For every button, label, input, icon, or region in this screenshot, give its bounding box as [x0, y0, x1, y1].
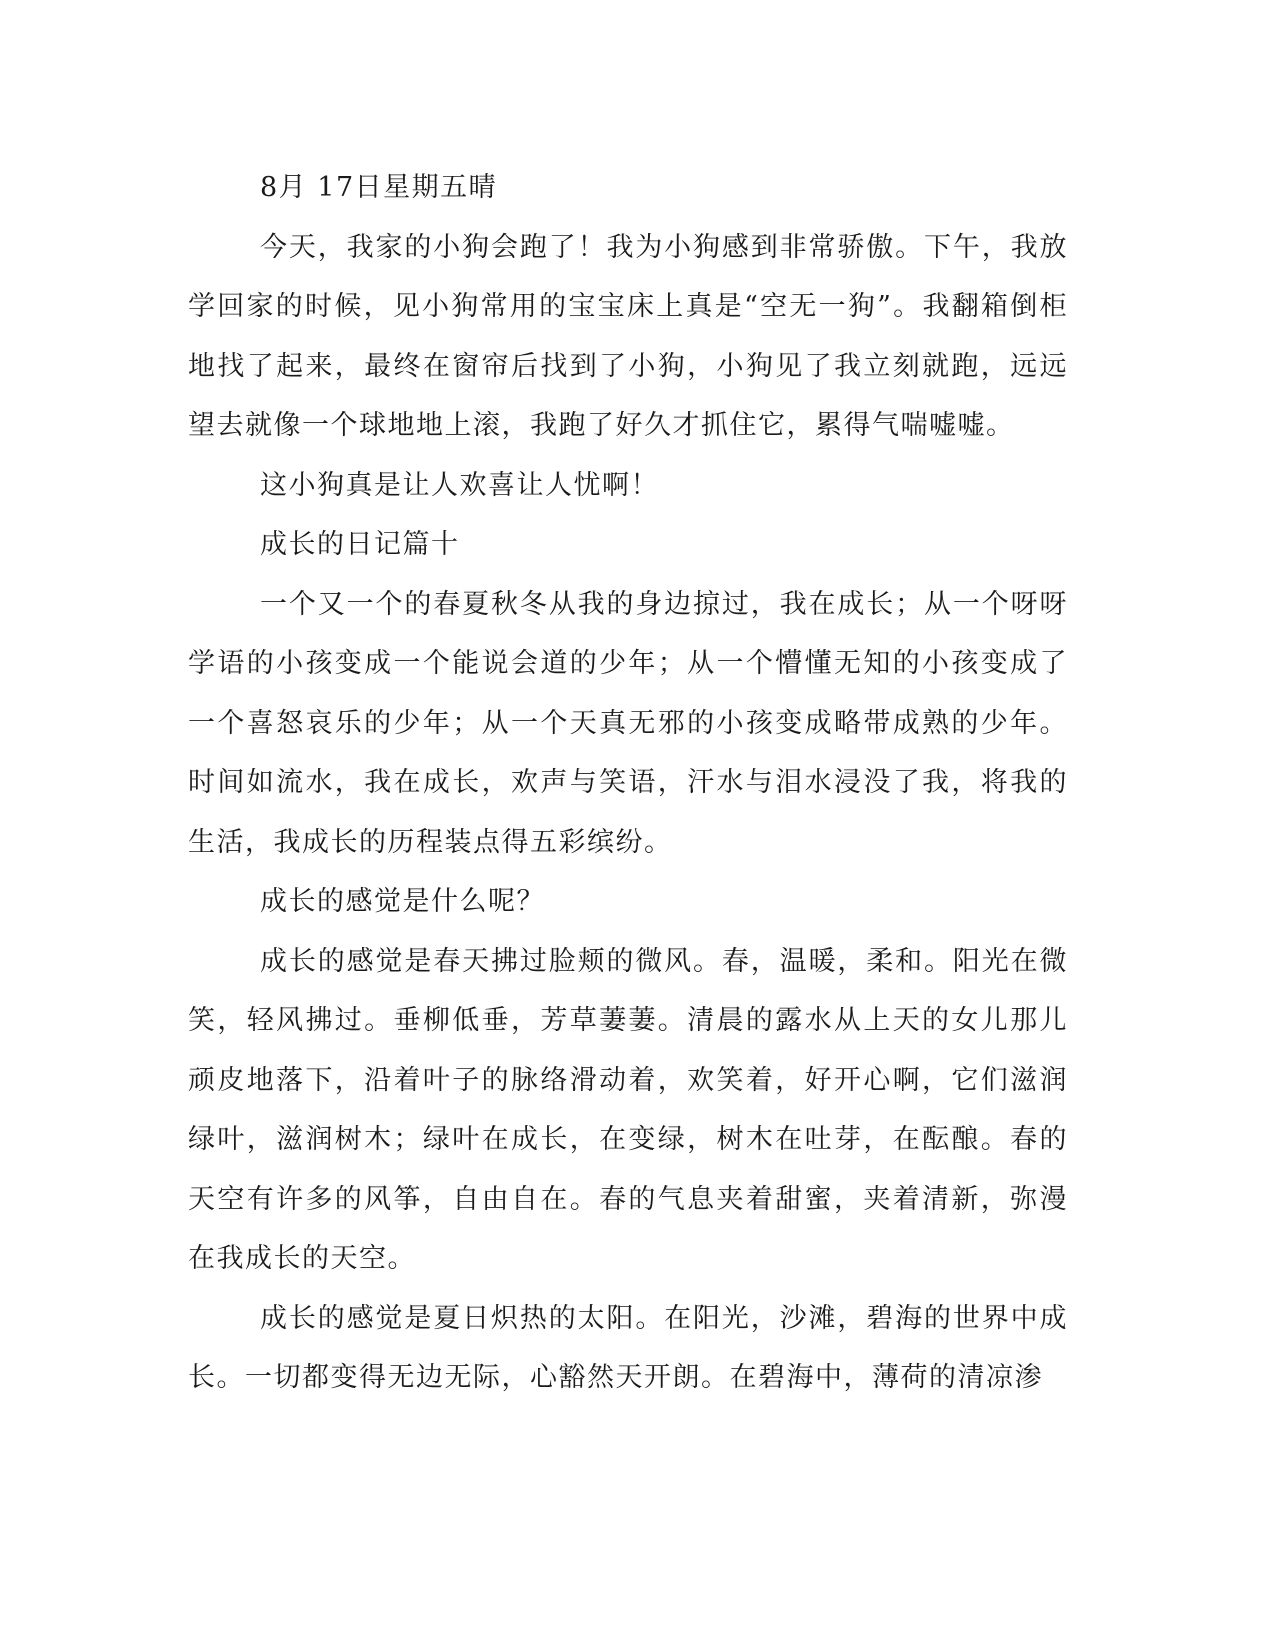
paragraph-puppy-conclusion: 这小狗真是让人欢喜让人忧啊！	[260, 469, 659, 501]
diary-date-line: 8月 17日星期五晴	[260, 172, 498, 203]
paragraph-growing-up: 一个又一个的春夏秋冬从我的身边掠过，我在成长；从一个呀呀学语的小孩变成一个能说会道的少年；从一个懵懂无知的小孩变成了一个喜怒哀乐的少年；从一个天真无邪的小孩变成略带成熟的少年。时间如流水，我在成长，欢声与笑语，汗水与泪水浸没了我，将我的生活，我成长的历程装点得五彩缤纷。	[188, 588, 1068, 858]
paragraph-question: 成长的感觉是什么呢？	[260, 886, 545, 917]
paragraph-summer: 成长的感觉是夏日炽热的太阳。在阳光，沙滩，碧海的世界中成长。一切都变得无边无际，心豁然天开朗。在碧海中，薄荷的清凉渗	[188, 1302, 1068, 1393]
diary-text	[188, 158, 1068, 1408]
paragraph-spring: 成长的感觉是春天拂过脸颊的微风。春，温暖，柔和。阳光在微笑，轻风拂过。垂柳低垂，芳草萋萋。清晨的露水从上天的女儿那儿顽皮地落下，沿着叶子的脉络滑动着，欢笑着，好开心啊，它们滋润绿叶，滋润树木；绿叶在成长，在变绿，树木在吐芽，在酝酿。春的天空有许多的风筝，自由自在。春的气息夹着甜蜜，夹着清新，弥漫在我成长的天空。	[188, 945, 1068, 1274]
paragraph-puppy-story: 今天，我家的小狗会跑了！我为小狗感到非常骄傲。下午，我放学回家的时候，见小狗常用的宝宝床上真是“空无一狗”。我翻箱倒柜地找了起来，最终在窗帘后找到了小狗，小狗见了我立刻就跑，远远望去就像一个球地地上滚，我跑了好久才抓住它，累得气喘嘘嘘。	[188, 231, 1068, 441]
section-heading: 成长的日记篇十	[260, 529, 460, 560]
